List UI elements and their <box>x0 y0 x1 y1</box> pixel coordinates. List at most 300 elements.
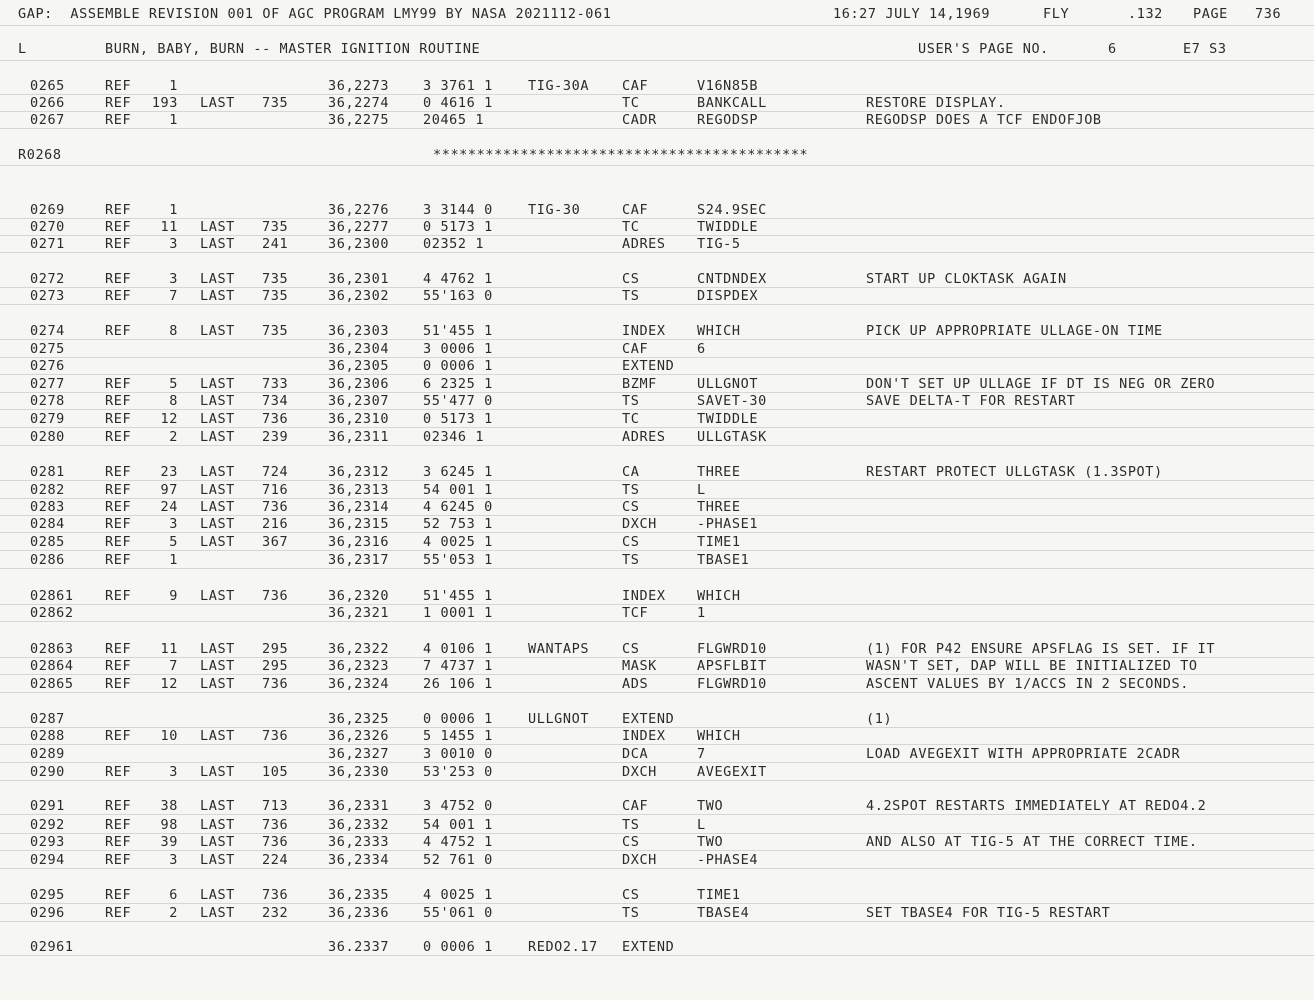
ref-tag: REF <box>105 499 132 515</box>
opcode: CAF <box>622 78 649 94</box>
address: 36,2312 <box>328 464 390 480</box>
octal-word: 26 106 1 <box>423 676 493 692</box>
listing-row <box>0 675 1314 693</box>
address: 36,2325 <box>328 711 390 727</box>
listing-row <box>0 833 1314 851</box>
line-number: 02865 <box>30 676 74 692</box>
address: 36,2320 <box>328 588 390 604</box>
ref-tag: REF <box>105 728 132 744</box>
ref-count: 5 <box>169 534 178 550</box>
listing-row <box>0 710 1314 728</box>
octal-word: 02346 1 <box>423 429 485 445</box>
octal-word: 4 4752 1 <box>423 834 493 850</box>
opcode: EXTEND <box>622 939 675 955</box>
ref-count: 12 <box>160 411 178 427</box>
opcode: EXTEND <box>622 358 675 374</box>
address: 36,2316 <box>328 534 390 550</box>
opcode: BZMF <box>622 376 657 392</box>
line-number: 02862 <box>30 605 74 621</box>
line-number: 0294 <box>30 852 65 868</box>
ref-count: 11 <box>160 641 178 657</box>
octal-word: 0 5173 1 <box>423 411 493 427</box>
routine-title: BURN, BABY, BURN -- MASTER IGNITION ROUTINE <box>105 41 481 57</box>
ref-tag: REF <box>105 834 132 850</box>
operand: TIME1 <box>697 534 741 550</box>
listing-row <box>0 218 1314 236</box>
listing-row <box>0 410 1314 428</box>
line-number: 0288 <box>30 728 65 744</box>
last-page: 736 <box>262 728 289 744</box>
symbol-label: ULLGNOT <box>528 711 590 727</box>
listing-row <box>0 287 1314 305</box>
listing-row <box>0 357 1314 375</box>
octal-word: 0 0006 1 <box>423 711 493 727</box>
last-page: 713 <box>262 798 289 814</box>
octal-word: 54 001 1 <box>423 482 493 498</box>
line-number: 0292 <box>30 817 65 833</box>
address: 36,2332 <box>328 817 390 833</box>
ref-count: 3 <box>169 852 178 868</box>
address: 36,2330 <box>328 764 390 780</box>
ref-tag: REF <box>105 887 132 903</box>
octal-word: 54 001 1 <box>423 817 493 833</box>
last-page: 735 <box>262 219 289 235</box>
ref-count: 1 <box>169 202 178 218</box>
ref-count: 3 <box>169 236 178 252</box>
ref-count: 12 <box>160 676 178 692</box>
last-page: 735 <box>262 271 289 287</box>
last-page: 735 <box>262 288 289 304</box>
sheet-id: E7 S3 <box>1183 41 1227 57</box>
line-number: 0276 <box>30 358 65 374</box>
opcode: DXCH <box>622 516 657 532</box>
ref-count: 3 <box>169 764 178 780</box>
operand: BANKCALL <box>697 95 767 111</box>
last-page: 736 <box>262 411 289 427</box>
opcode: INDEX <box>622 323 666 339</box>
ref-count: 8 <box>169 393 178 409</box>
line-number: 0285 <box>30 534 65 550</box>
ref-count: 7 <box>169 288 178 304</box>
listing-row <box>0 498 1314 516</box>
last-tag: LAST <box>200 798 235 814</box>
line-number: 02864 <box>30 658 74 674</box>
ref-tag: REF <box>105 112 132 128</box>
separator-stars: ******************************************* <box>433 147 809 163</box>
operand: V16N85B <box>697 78 759 94</box>
address: 36,2305 <box>328 358 390 374</box>
line-number: 02961 <box>30 939 74 955</box>
comment: START UP CLOKTASK AGAIN <box>866 271 1067 287</box>
ref-tag: REF <box>105 905 132 921</box>
address: 36,2310 <box>328 411 390 427</box>
line-number: 0295 <box>30 887 65 903</box>
ref-tag: REF <box>105 429 132 445</box>
users-page-label: USER'S PAGE NO. <box>918 41 1049 57</box>
ref-count: 97 <box>160 482 178 498</box>
operand: TWIDDLE <box>697 411 759 427</box>
ref-count: 193 <box>151 95 178 111</box>
opcode: CS <box>622 641 640 657</box>
line-number: 0269 <box>30 202 65 218</box>
octal-word: 53'253 0 <box>423 764 493 780</box>
ref-count: 1 <box>169 112 178 128</box>
opcode: TS <box>622 288 640 304</box>
operand: TIG-5 <box>697 236 741 252</box>
users-page-number: 6 <box>1108 41 1117 57</box>
octal-word: 51'455 1 <box>423 588 493 604</box>
print-datetime: 16:27 JULY 14,1969 <box>833 6 991 22</box>
ref-count: 9 <box>169 588 178 604</box>
ref-tag: REF <box>105 323 132 339</box>
page-label: PAGE <box>1193 6 1228 22</box>
address: 36,2306 <box>328 376 390 392</box>
address: 36,2273 <box>328 78 390 94</box>
last-tag: LAST <box>200 817 235 833</box>
last-tag: LAST <box>200 393 235 409</box>
ref-tag: REF <box>105 764 132 780</box>
ref-count: 11 <box>160 219 178 235</box>
opcode: EXTEND <box>622 711 675 727</box>
ruled-line <box>0 60 1314 61</box>
line-number: 0291 <box>30 798 65 814</box>
last-tag: LAST <box>200 288 235 304</box>
octal-word: 0 0006 1 <box>423 358 493 374</box>
last-page: 716 <box>262 482 289 498</box>
listing-row <box>0 657 1314 675</box>
opcode: CS <box>622 834 640 850</box>
address: 36,2301 <box>328 271 390 287</box>
octal-word: 55'163 0 <box>423 288 493 304</box>
ruled-line <box>0 25 1314 26</box>
address: 36,2322 <box>328 641 390 657</box>
ref-tag: REF <box>105 482 132 498</box>
opcode: CS <box>622 534 640 550</box>
listing-row <box>0 745 1314 763</box>
operand: TBASE4 <box>697 905 750 921</box>
ref-count: 38 <box>160 798 178 814</box>
listing-row <box>0 77 1314 95</box>
ref-tag: REF <box>105 552 132 568</box>
address: 36,2326 <box>328 728 390 744</box>
line-number: 0287 <box>30 711 65 727</box>
opcode: TS <box>622 393 640 409</box>
last-tag: LAST <box>200 429 235 445</box>
listing-row <box>0 481 1314 499</box>
last-tag: LAST <box>200 887 235 903</box>
separator-line-number: R0268 <box>18 147 62 163</box>
line-number: 0272 <box>30 271 65 287</box>
comment: RESTORE DISPLAY. <box>866 95 1006 111</box>
listing-row <box>0 463 1314 481</box>
comment: AND ALSO AT TIG-5 AT THE CORRECT TIME. <box>866 834 1198 850</box>
address: 36,2302 <box>328 288 390 304</box>
line-number: 0289 <box>30 746 65 762</box>
header-line-2 <box>0 40 1314 58</box>
listing-row <box>0 938 1314 956</box>
octal-word: 52 753 1 <box>423 516 493 532</box>
octal-word: 0 5173 1 <box>423 219 493 235</box>
line-number: 0296 <box>30 905 65 921</box>
line-number: 0271 <box>30 236 65 252</box>
opcode: CS <box>622 499 640 515</box>
line-number: 0281 <box>30 464 65 480</box>
operand: S24.9SEC <box>697 202 767 218</box>
address: 36,2333 <box>328 834 390 850</box>
operand: SAVET-30 <box>697 393 767 409</box>
listing-row <box>0 375 1314 393</box>
address: 36,2323 <box>328 658 390 674</box>
opcode: CAF <box>622 341 649 357</box>
last-tag: LAST <box>200 641 235 657</box>
line-number: 0280 <box>30 429 65 445</box>
octal-word: 0 4616 1 <box>423 95 493 111</box>
octal-word: 0 0006 1 <box>423 939 493 955</box>
ref-tag: REF <box>105 798 132 814</box>
octal-word: 02352 1 <box>423 236 485 252</box>
opcode: INDEX <box>622 728 666 744</box>
ref-count: 23 <box>160 464 178 480</box>
operand: L <box>697 817 706 833</box>
opcode: TS <box>622 482 640 498</box>
last-tag: LAST <box>200 95 235 111</box>
opcode: CS <box>622 271 640 287</box>
address: 36,2331 <box>328 798 390 814</box>
octal-word: 3 3761 1 <box>423 78 493 94</box>
listing-row <box>0 322 1314 340</box>
address: 36,2276 <box>328 202 390 218</box>
line-number: 0290 <box>30 764 65 780</box>
last-page: 736 <box>262 817 289 833</box>
ref-tag: REF <box>105 288 132 304</box>
ref-count: 7 <box>169 658 178 674</box>
ref-tag: REF <box>105 641 132 657</box>
last-tag: LAST <box>200 464 235 480</box>
listing-row <box>0 816 1314 834</box>
operand: AVEGEXIT <box>697 764 767 780</box>
last-page: 224 <box>262 852 289 868</box>
operand: 1 <box>697 605 706 621</box>
operand: WHICH <box>697 323 741 339</box>
last-page: 295 <box>262 641 289 657</box>
symbol-label: WANTAPS <box>528 641 590 657</box>
comment: PICK UP APPROPRIATE ULLAGE-ON TIME <box>866 323 1163 339</box>
line-number: 0265 <box>30 78 65 94</box>
address: 36.2337 <box>328 939 390 955</box>
address: 36,2307 <box>328 393 390 409</box>
last-tag: LAST <box>200 499 235 515</box>
print-mode: FLY <box>1043 6 1070 22</box>
comment: 4.2SPOT RESTARTS IMMEDIATELY AT REDO4.2 <box>866 798 1207 814</box>
opcode: MASK <box>622 658 657 674</box>
address: 36,2311 <box>328 429 390 445</box>
opcode: TCF <box>622 605 649 621</box>
listing-row <box>0 94 1314 112</box>
line-number: 0293 <box>30 834 65 850</box>
last-page: 736 <box>262 676 289 692</box>
octal-word: 3 0006 1 <box>423 341 493 357</box>
operand: TIME1 <box>697 887 741 903</box>
opcode: TC <box>622 219 640 235</box>
opcode: ADRES <box>622 236 666 252</box>
operand: REGODSP <box>697 112 759 128</box>
operand: THREE <box>697 499 741 515</box>
opcode: INDEX <box>622 588 666 604</box>
opcode: TC <box>622 95 640 111</box>
ref-count: 3 <box>169 271 178 287</box>
last-page: 367 <box>262 534 289 550</box>
comment: SAVE DELTA-T FOR RESTART <box>866 393 1076 409</box>
address: 36,2313 <box>328 482 390 498</box>
last-page: 736 <box>262 588 289 604</box>
ref-tag: REF <box>105 516 132 532</box>
comment: RESTART PROTECT ULLGTASK (1.3SPOT) <box>866 464 1163 480</box>
listing-row <box>0 851 1314 869</box>
symbol-label: TIG-30 <box>528 202 581 218</box>
address: 36,2315 <box>328 516 390 532</box>
last-tag: LAST <box>200 534 235 550</box>
last-tag: LAST <box>200 236 235 252</box>
line-number: 0267 <box>30 112 65 128</box>
ref-count: 3 <box>169 516 178 532</box>
listing-row <box>0 604 1314 622</box>
line-number: 0286 <box>30 552 65 568</box>
octal-word: 5 1455 1 <box>423 728 493 744</box>
listing-row <box>0 763 1314 781</box>
line-number: 02861 <box>30 588 74 604</box>
operand: WHICH <box>697 728 741 744</box>
comment: WASN'T SET, DAP WILL BE INITIALIZED TO <box>866 658 1198 674</box>
listing-row <box>0 392 1314 410</box>
ref-tag: REF <box>105 658 132 674</box>
operand: 6 <box>697 341 706 357</box>
opcode: DXCH <box>622 852 657 868</box>
operand: -PHASE1 <box>697 516 759 532</box>
operand: TWIDDLE <box>697 219 759 235</box>
comment: LOAD AVEGEXIT WITH APPROPRIATE 2CADR <box>866 746 1181 762</box>
last-page: 736 <box>262 887 289 903</box>
last-tag: LAST <box>200 516 235 532</box>
operand: WHICH <box>697 588 741 604</box>
line-number: 0283 <box>30 499 65 515</box>
listing-row <box>0 587 1314 605</box>
operand: THREE <box>697 464 741 480</box>
opcode: CA <box>622 464 640 480</box>
comment: (1) FOR P42 ENSURE APSFLAG IS SET. IF IT <box>866 641 1216 657</box>
last-tag: LAST <box>200 376 235 392</box>
ref-count: 1 <box>169 78 178 94</box>
address: 36,2335 <box>328 887 390 903</box>
address: 36,2274 <box>328 95 390 111</box>
header-line-1 <box>0 5 1314 23</box>
listing-row <box>0 533 1314 551</box>
ref-count: 10 <box>160 728 178 744</box>
symbol-label: REDO2.17 <box>528 939 598 955</box>
octal-word: 3 3144 0 <box>423 202 493 218</box>
last-tag: LAST <box>200 764 235 780</box>
operand: L <box>697 482 706 498</box>
line-number: 0282 <box>30 482 65 498</box>
line-number: 0279 <box>30 411 65 427</box>
ref-tag: REF <box>105 676 132 692</box>
ref-tag: REF <box>105 817 132 833</box>
ref-tag: REF <box>105 852 132 868</box>
octal-word: 7 4737 1 <box>423 658 493 674</box>
octal-word: 4 6245 0 <box>423 499 493 515</box>
last-tag: LAST <box>200 728 235 744</box>
ref-count: 2 <box>169 429 178 445</box>
address: 36,2334 <box>328 852 390 868</box>
octal-word: 52 761 0 <box>423 852 493 868</box>
octal-word: 4 0025 1 <box>423 534 493 550</box>
last-tag: LAST <box>200 905 235 921</box>
symbol-label: TIG-30A <box>528 78 590 94</box>
line-number: 0274 <box>30 323 65 339</box>
last-page: 295 <box>262 658 289 674</box>
last-tag: LAST <box>200 271 235 287</box>
last-page: 735 <box>262 95 289 111</box>
octal-word: 3 6245 1 <box>423 464 493 480</box>
ref-tag: REF <box>105 78 132 94</box>
ref-count: 5 <box>169 376 178 392</box>
ref-tag: REF <box>105 464 132 480</box>
address: 36,2327 <box>328 746 390 762</box>
address: 36,2304 <box>328 341 390 357</box>
line-number: 0270 <box>30 219 65 235</box>
octal-word: 3 4752 0 <box>423 798 493 814</box>
ref-tag: REF <box>105 202 132 218</box>
octal-word: 1 0001 1 <box>423 605 493 621</box>
address: 36,2300 <box>328 236 390 252</box>
ref-tag: REF <box>105 236 132 252</box>
opcode: TS <box>622 817 640 833</box>
address: 36,2317 <box>328 552 390 568</box>
octal-word: 4 4762 1 <box>423 271 493 287</box>
last-tag: LAST <box>200 482 235 498</box>
listing-marker: L <box>18 41 27 57</box>
octal-word: 4 0106 1 <box>423 641 493 657</box>
line-number: 0277 <box>30 376 65 392</box>
octal-word: 20465 1 <box>423 112 485 128</box>
comment: SET TBASE4 FOR TIG-5 RESTART <box>866 905 1111 921</box>
ref-count: 24 <box>160 499 178 515</box>
last-page: 724 <box>262 464 289 480</box>
last-page: 735 <box>262 323 289 339</box>
opcode: CADR <box>622 112 657 128</box>
address: 36,2303 <box>328 323 390 339</box>
ref-count: 6 <box>169 887 178 903</box>
operand: APSFLBIT <box>697 658 767 674</box>
last-page: 733 <box>262 376 289 392</box>
listing-row <box>0 886 1314 904</box>
line-number: 0266 <box>30 95 65 111</box>
octal-word: 6 2325 1 <box>423 376 493 392</box>
last-tag: LAST <box>200 411 235 427</box>
octal-word: 55'061 0 <box>423 905 493 921</box>
octal-word: 55'477 0 <box>423 393 493 409</box>
listing-row <box>0 235 1314 253</box>
address: 36,2314 <box>328 499 390 515</box>
print-code: .132 <box>1128 6 1163 22</box>
listing-row <box>0 797 1314 815</box>
ref-tag: REF <box>105 95 132 111</box>
opcode: CAF <box>622 202 649 218</box>
comment: ASCENT VALUES BY 1/ACCS IN 2 SECONDS. <box>866 676 1189 692</box>
ruled-line <box>0 165 1314 166</box>
operand: DISPDEX <box>697 288 759 304</box>
comment: REGODSP DOES A TCF ENDOFJOB <box>866 112 1102 128</box>
opcode: CAF <box>622 798 649 814</box>
